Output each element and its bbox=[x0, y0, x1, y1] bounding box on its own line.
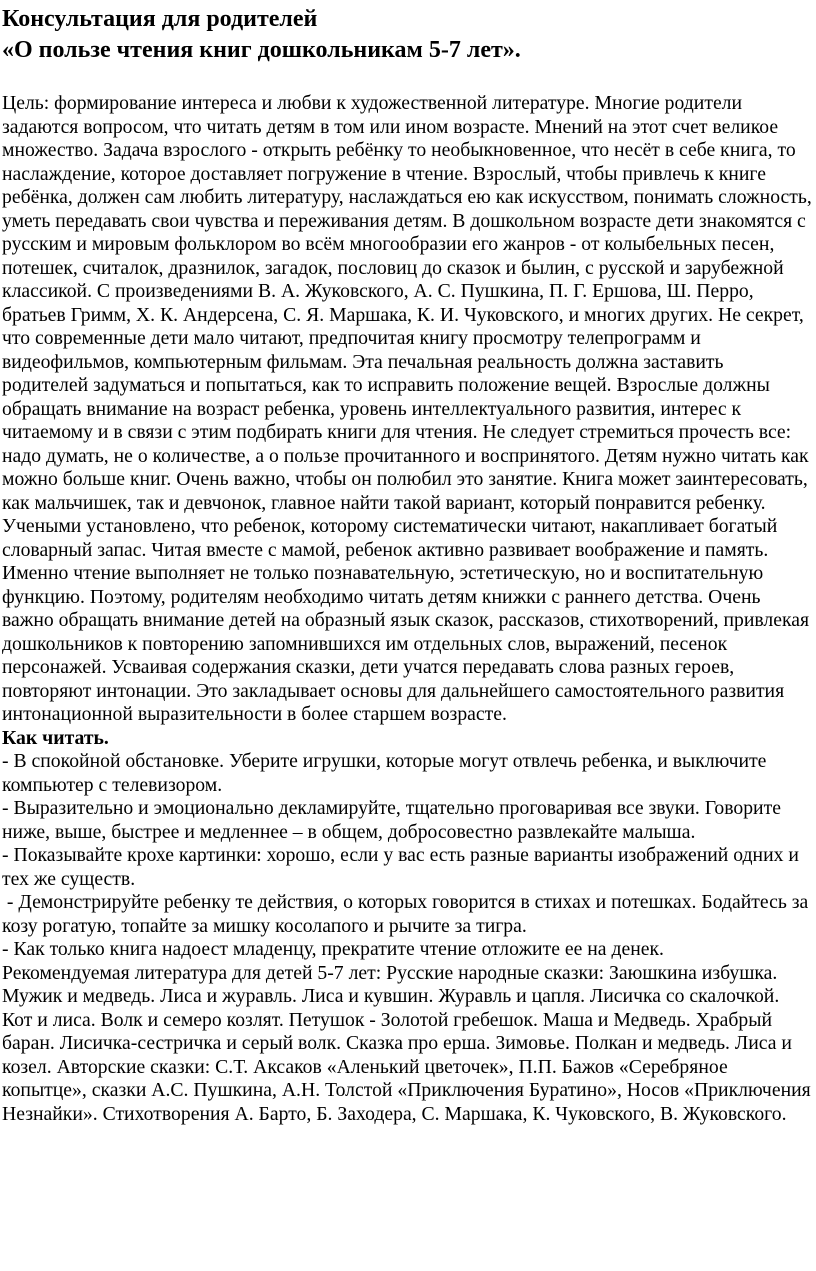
tip-item: - Выразительно и эмоционально декламируйте, тщательно проговаривая все звуки. Говорите ниже, выше, быстрее и медленнее – в общем, добросовестно развлекайте малыша. bbox=[2, 797, 781, 843]
recommended-literature-paragraph: Рекомендуемая литература для детей 5-7 лет: Русские народные сказки: Заюшкина избушка. Мужик и медведь. Лиса и журавль. Лиса и кувшин. Журавль и цапля. Лисичка со скалочкой. Кот и лиса. Волк и семеро козлят. Петушок - Золотой гребешок. Маша и Медведь. Храбрый баран. Лисичка-сестричка и серый волк. Сказка про ерша. Зимовье. Полкан и медведь. Лиса и козел. Авторские сказки: С.Т. Аксаков «Аленький цветочек», П.П. Бажов «Серебряное копытце», сказки А.С. Пушкина, А.Н. Толстой «Приключения Буратино», Носов «Приключения Незнайки». Стихотворения А. Барто, Б. Заходера, С. Маршака, К. Чуковского, В. Жуковского. bbox=[2, 961, 811, 1125]
document-page bbox=[2, 4, 814, 1126]
intro-paragraph: Цель: формирование интереса и любви к художественной литературе. Многие родители задаются вопросом, что читать детям в том или ином возрасте. Мнений на этот счет великое множество. Задача взрослого - открыть ребёнку то необыкновенное, что несёт в себе книга, то наслаждение, которое доставляет погружение в чтение. Взрослый, чтобы привлечь к книге ребёнка, должен сам любить литературу, наслаждаться ею как искусством, понимать сложность, уметь передавать свои чувства и переживания детям. В дошкольном возрасте дети знакомятся с русским и мировым фольклором во всём многообразии его жанров - от колыбельных песен, потешек, считалок, дразнилок, загадок, пословиц до сказок и былин, с русской и зарубежной классикой. С произведениями В. А. Жуковского, А. С. Пушкина, П. Г. Ершова, Ш. Перро, братьев Гримм, Х. К. Андерсена, С. Я. Маршака, К. И. Чуковского, и многих других. Не секрет, что современные дети мало читают, предпочитая книгу просмотру телепрограмм и видеофильмов, компьютерным фильмам. Эта печальная реальность должна заставить родителей задуматься и попытаться, как то исправить положение вещей. Взрослые должны обращать внимание на возраст ребенка, уровень интеллектуального развития, интерес к читаемому и в связи с этим подбирать книги для чтения. Не следует стремиться прочесть все: надо думать, не о количестве, а о пользе прочитанного и воспринятого. Детям нужно читать как можно больше книг. Очень важно, чтобы он полюбил это занятие. Книга может заинтересовать, как мальчишек, так и девчонок, главное найти такой вариант, который понравится ребенку. Учеными установлено, что ребенок, которому систематически читают, накапливает богатый словарный запас. Читая вместе с мамой, ребенок активно развивает воображение и память. Именно чтение выполняет не только познавательную, эстетическую, но и воспитательную функцию. Поэтому, родителям необходимо читать детям книжки с раннего детства. Очень важно обращать внимание детей на образный язык сказок, рассказов, стихотворений, привлекая дошкольников к повторению запомнившихся им отдельных слов, выражений, песенок персонажей. Усваивая содержания сказки, дети учатся передавать слова разных героев, повторяют интонации. Это закладывает основы для дальнейшего самостоятельного развития интонационной выразительности в более старшем возрасте. bbox=[2, 92, 812, 725]
tip-item: - В спокойной обстановке. Уберите игрушки, которые могут отвлечь ребенка, и выключите компьютер с телевизором. bbox=[2, 750, 767, 796]
document-title-line-2: «О пользе чтения книг дошкольникам 5-7 лет». bbox=[2, 37, 521, 63]
title-spacer bbox=[2, 66, 814, 92]
tip-item: - Как только книга надоест младенцу, прекратите чтение отложите ее на денек. bbox=[2, 938, 664, 960]
tip-item: - Демонстрируйте ребенку те действия, о которых говорится в стихах и потешках. Бодайтесь за козу рогатую, топайте за мишку косолапого и рычите за тигра. bbox=[2, 891, 814, 937]
tip-item: - Показывайте крохе картинки: хорошо, если у вас есть разные варианты изображений одних и тех же существ. bbox=[2, 844, 799, 890]
document-title-line-1: Консультация для родителей bbox=[2, 6, 318, 32]
how-to-read-heading: Как читать. bbox=[2, 726, 109, 749]
